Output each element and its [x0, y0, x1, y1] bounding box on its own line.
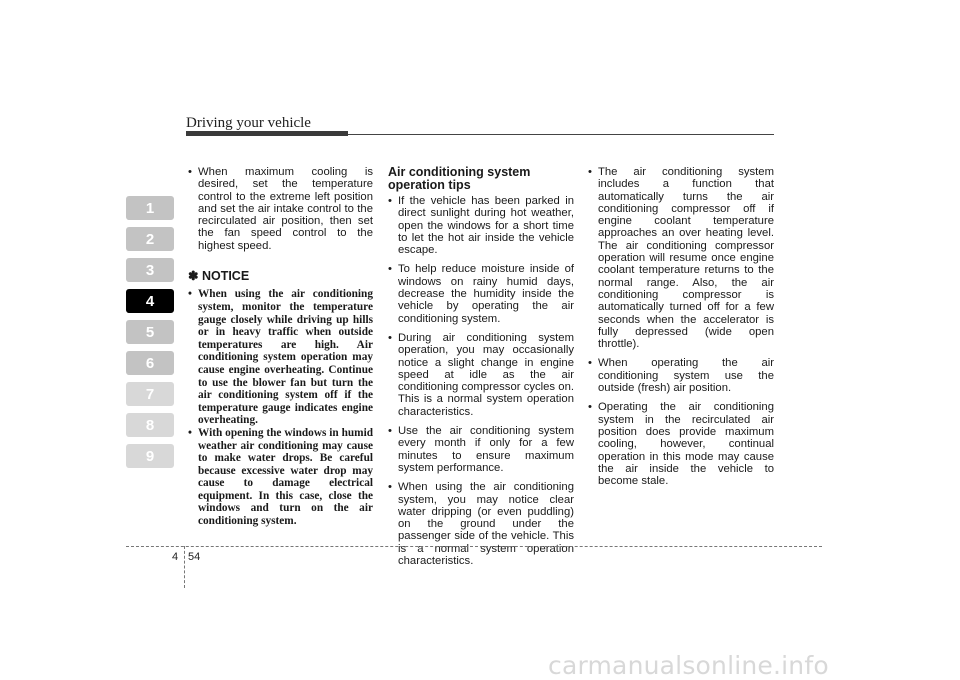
- text-column-3: [588, 166, 774, 494]
- chapter-tab-3[interactable]: 3: [126, 258, 174, 282]
- list-item: • During air conditioning system operation, you may occasionally notice a slight change in engine speed at idle as the air conditioning compressor cycles on. This is a normal system operation characteristics.: [388, 331, 574, 418]
- bullet-icon: •: [188, 288, 192, 301]
- bullet-list: [388, 195, 574, 567]
- chapter-tab-7[interactable]: 7: [126, 382, 174, 406]
- header-accent-bar: [186, 131, 348, 136]
- chapter-tab-5[interactable]: 5: [126, 320, 174, 344]
- chapter-tab-6[interactable]: 6: [126, 351, 174, 375]
- text-column-2: [388, 166, 574, 574]
- list-item: • When operating the air conditioning system use the outside (fresh) air position.: [588, 357, 774, 395]
- page-header-title: Driving your vehicle: [186, 115, 311, 131]
- notice-title: ✽ NOTICE: [188, 269, 250, 284]
- list-item: • When using the air conditioning system, monitor the temperature gauge closely while driving up hills or in heavy traffic when outside temperatures are high. Air conditioning system operation may cause engine overheating. Continue to use the blower fan but turn the air conditioning system off if the temperature gauge indicates engine overheating.: [188, 288, 373, 427]
- list-item: • Use the air conditioning system every month if only for a few minutes to ensure maximum system performance.: [388, 425, 574, 474]
- list-item: • When using the air conditioning system, you may notice clear water dripping (or even puddling) on the ground under the passenger side of the vehicle. This is a normal system operation characteristics.: [388, 481, 574, 568]
- bullet-icon: •: [388, 481, 392, 494]
- list-item: • With opening the windows in humid weather air conditioning may cause to make water drops. Be careful because excessive water drop may cause to damage electrical equipment. In this case, close the windows and turn on the air conditioning system.: [188, 426, 373, 528]
- footer-chapter-number: 4: [172, 551, 179, 563]
- chapter-tabs: [126, 196, 174, 475]
- bullet-icon: •: [588, 357, 592, 370]
- chapter-tab-4[interactable]: 4: [126, 289, 174, 313]
- bullet-icon: •: [388, 195, 392, 207]
- list-item: • The air conditioning system includes a function that automatically turns the air conditioning compressor off if engine coolant temperature approaches an over heating level. The air conditioning compressor operation will resume once engine coolant temperature returns to the normal range. Also, the air conditioning compressor is automatically turned off for a few seconds when the accelerator is fully depressed (wide open throttle).: [588, 166, 774, 351]
- footer-divider: [184, 546, 185, 588]
- list-item: • When maximum cooling is desired, set the temperature control to the extreme left position and set the air intake control to the recirculated air position, then set the fan speed control to the highest speed.: [188, 166, 373, 252]
- bullet-icon: •: [588, 401, 592, 414]
- chapter-tab-9[interactable]: 9: [126, 444, 174, 468]
- watermark: carmanualsonline.info: [548, 651, 829, 680]
- bullet-icon: •: [188, 426, 192, 439]
- list-item: • If the vehicle has been parked in direct sunlight during hot weather, open the windows for a short time to let the hot air inside the vehicle escape.: [388, 195, 574, 257]
- footer-page-number: 54: [188, 551, 201, 563]
- bullet-icon: •: [388, 263, 392, 276]
- list-item: • Operating the air conditioning system in the recirculated air position does provide maximum cooling, however, continual operation in this mode may cause the air inside the vehicle to become stale.: [588, 401, 774, 488]
- bullet-icon: •: [588, 166, 592, 178]
- bullet-icon: •: [188, 166, 192, 178]
- header-rule: [348, 134, 774, 135]
- bullet-icon: •: [388, 331, 392, 344]
- text-column-1: [188, 166, 373, 528]
- section-heading: Air conditioning system operation tips: [388, 165, 531, 192]
- footer-rule: [126, 546, 822, 547]
- chapter-tab-2[interactable]: 2: [126, 227, 174, 251]
- bullet-icon: •: [388, 425, 392, 438]
- bullet-list: [588, 166, 774, 487]
- bullet-list: [188, 166, 373, 252]
- chapter-tab-8[interactable]: 8: [126, 413, 174, 437]
- chapter-tab-1[interactable]: 1: [126, 196, 174, 220]
- list-item: • To help reduce moisture inside of windows on rainy humid days, decrease the humidity inside the vehicle by operating the air conditioning system.: [388, 263, 574, 325]
- notice-list: [188, 288, 373, 527]
